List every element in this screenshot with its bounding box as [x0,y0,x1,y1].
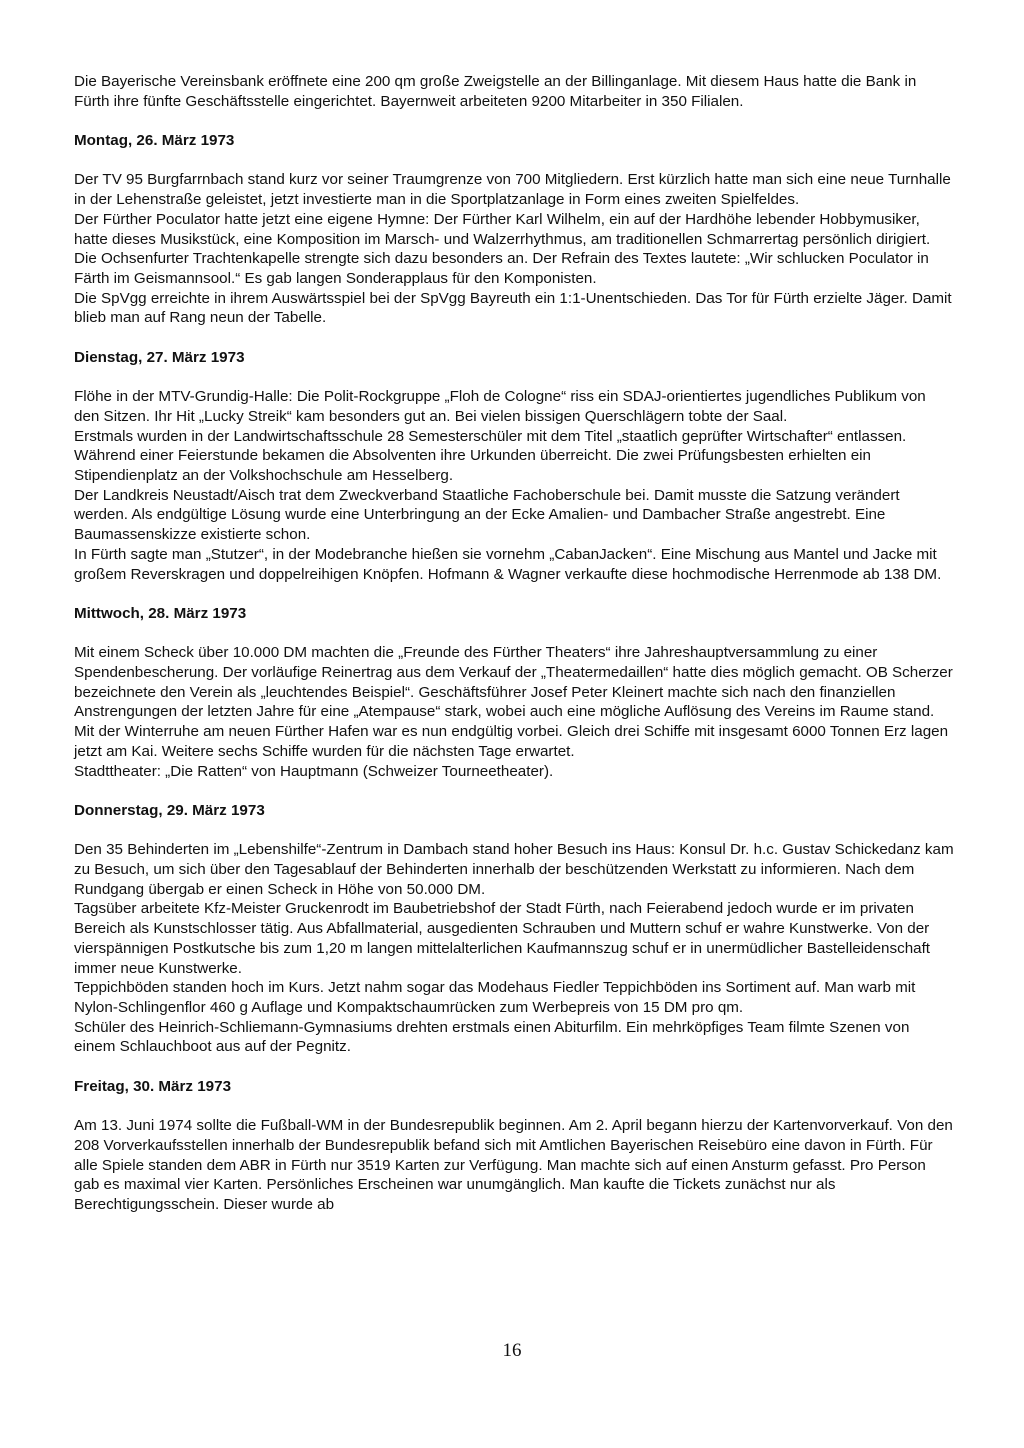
entry-body [74,170,954,328]
intro-paragraph: Die Bayerische Vereinsbank eröffnete eine 200 qm große Zweigstelle an der Billinganlage. Mit diesem Haus hatte die Bank in Fürth ihre fünfte Geschäftsstelle eingerichtet. Bayernweit arbeiteten 9200 Mitarbeiter in 350 Filialen. [74,73,917,110]
paragraph: Am 13. Juni 1974 sollte die Fußball-WM in der Bundesrepublik beginnen. Am 2. April begann hierzu der Kartenvorverkauf. Von den 208 Vorverkaufsstellen innerhalb der Bundesrepublik befand sich mit Amtlichen Bayerischen Reisebüro eine davon in Fürth. Für alle Spiele standen dem ABR in Fürth nur 3519 Karten zur Verfügung. Man machte sich auf einen Ansturm gefasst. Pro Person gab es maximal vier Karten. Persönliches Erscheinen war unumgänglich. Man kaufte die Tickets zunächst nur als Berechtigungsschein. Dieser wurde ab [74,1117,953,1213]
date-heading: Montag, 26. März 1973 [74,132,235,150]
paragraph: Schüler des Heinrich-Schliemann-Gymnasiums drehten erstmals einen Abiturfilm. Ein mehrköpfiges Team filmte Szenen von einem Schlauchboot aus auf der Pegnitz. [74,1018,910,1056]
page-number: 16 [502,1340,522,1361]
date-heading: Mittwoch, 28. März 1973 [74,604,247,622]
paragraph: Erstmals wurden in der Landwirtschaftsschule 28 Semesterschüler mit dem Titel „staatlich geprüfter Wirtschafter“ entlassen. Während einer Feierstunde bekamen die Absolventen ihre Urkunden überreicht. Die zwei Prüfungsbesten erhielten ein Stipendienplatz an der Volkshochschule am Hesselberg. [74,427,907,484]
document-page [74,72,954,1234]
entry-body [74,387,954,584]
paragraph: Stadttheater: „Die Ratten“ von Hauptmann (Schweizer Tourneetheater). [74,762,554,780]
entry-freitag-30-maerz [74,1077,954,1215]
date-heading: Freitag, 30. März 1973 [74,1077,232,1095]
entry-montag-26-maerz [74,131,954,328]
date-heading: Donnerstag, 29. März 1973 [74,801,265,819]
paragraph: In Fürth sagte man „Stutzer“, in der Modebranche hießen sie vornehm „CabanJacken“. Eine Mischung aus Mantel und Jacke mit großem Reverskragen und doppelreihigen Knöpfen. Hofmann & Wagner verkaufte diese hochmodische Herrenmode ab 138 DM. [74,545,942,583]
paragraph: Die SpVgg erreichte in ihrem Auswärtsspiel bei der SpVgg Bayreuth ein 1:1-Unentschieden. Das Tor für Fürth erzielte Jäger. Damit blieb man auf Rang neun der Tabelle. [74,289,952,327]
paragraph: Der TV 95 Burgfarrnbach stand kurz vor seiner Traumgrenze von 700 Mitgliedern. Erst kürzlich hatte man sich eine neue Turnhalle in der Lehenstraße geleistet, jetzt investierte man in die Sportplatzanlage in Form eines zweiten Spielfeldes. [74,171,951,209]
paragraph: Mit der Winterruhe am neuen Fürther Hafen war es nun endgültig vorbei. Gleich drei Schiffe mit insgesamt 6000 Tonnen Erz lagen jetzt am Kai. Weitere sechs Schiffe wurden für die nächsten Tage erwartet. [74,723,949,760]
entry-body [74,840,954,1057]
paragraph: Tagsüber arbeitete Kfz-Meister Gruckenrodt im Baubetriebshof der Stadt Fürth, nach Feierabend jedoch wurde er im privaten Bereich als Kunstschlosser tätig. Aus Abfallmaterial, ausgedienten Schrauben und Muttern schuf er wahre Kunstwerke. Von der vierspännigen Postkutsche bis zum 1,20 m langen mittelalterlichen Kaufmannszug schuf er in unermüdlicher Bastelleidenschaft immer neue Kunstwerke. [74,900,931,977]
paragraph: Den 35 Behinderten im „Lebenshilfe“-Zentrum in Dambach stand hoher Besuch ins Haus: Konsul Dr. h.c. Gustav Schickedanz kam zu Besuch, um sich über den Tagesablauf der Behinderten innerhalb der beschützenden Werkstatt zu informieren. Nach dem Rundgang übergab er einen Scheck in Höhe von 50.000 DM. [74,841,954,898]
entry-dienstag-27-maerz [74,348,954,584]
paragraph: Der Fürther Poculator hatte jetzt eine eigene Hymne: Der Fürther Karl Wilhelm, ein auf der Hardhöhe lebender Hobbymusiker, hatte dieses Musikstück, eine Komposition im Marsch- und Walzerrhythmus, am traditionellen Schmarrertag persönlich dirigiert. Die Ochsenfurter Trachtenkapelle strengte sich dazu besonders an. Der Refrain des Textes lautete: „Wir schlucken Poculator in Färth im Geismannsool.“ Es gab langen Sonderapplaus für den Komponisten. [74,210,931,287]
entry-body [74,643,954,781]
paragraph: Teppichböden standen hoch im Kurs. Jetzt nahm sogar das Modehaus Fiedler Teppichböden ins Sortiment auf. Man warb mit Nylon-Schlingenflor 460 g Auflage und Kompaktschaumrücken zum Werbepreis von 15 DM pro qm. [74,979,916,1016]
intro-block [74,72,954,111]
entry-mittwoch-28-maerz [74,604,954,781]
entry-donnerstag-29-maerz [74,801,954,1057]
entry-body [74,1116,954,1215]
paragraph: Mit einem Scheck über 10.000 DM machten die „Freunde des Fürther Theaters“ ihre Jahreshauptversammlung zu einer Spendenbescherung. Der vorläufige Reinertrag aus dem Verkauf der „Theatermedaillen“ hatte dies möglich gemacht. OB Scherzer bezeichnete den Verein als „leuchtendes Beispiel“. Geschäftsführer Josef Peter Kleinert machte sich nach den finanziellen Anstrengungen der letzten Jahre für eine „Atempause“ stark, wobei auch eine mögliche Auflösung des Vereins im Raume stand. [74,644,953,721]
paragraph: Flöhe in der MTV-Grundig-Halle: Die Polit-Rockgruppe „Floh de Cologne“ riss ein SDAJ-orientiertes jugendliches Publikum von den Sitzen. Ihr Hit „Lucky Streik“ kam besonders gut an. Bei vielen bissigen Querschlägern tobte der Saal. [74,388,926,425]
paragraph: Der Landkreis Neustadt/Aisch trat dem Zweckverband Staatliche Fachoberschule bei. Damit musste die Satzung verändert werden. Als endgültige Lösung wurde eine Unterbringung an der Ecke Amalien- und Dambacher Straße angestrebt. Eine Baumassenskizze existierte schon. [74,486,900,544]
date-heading: Dienstag, 27. März 1973 [74,348,245,366]
